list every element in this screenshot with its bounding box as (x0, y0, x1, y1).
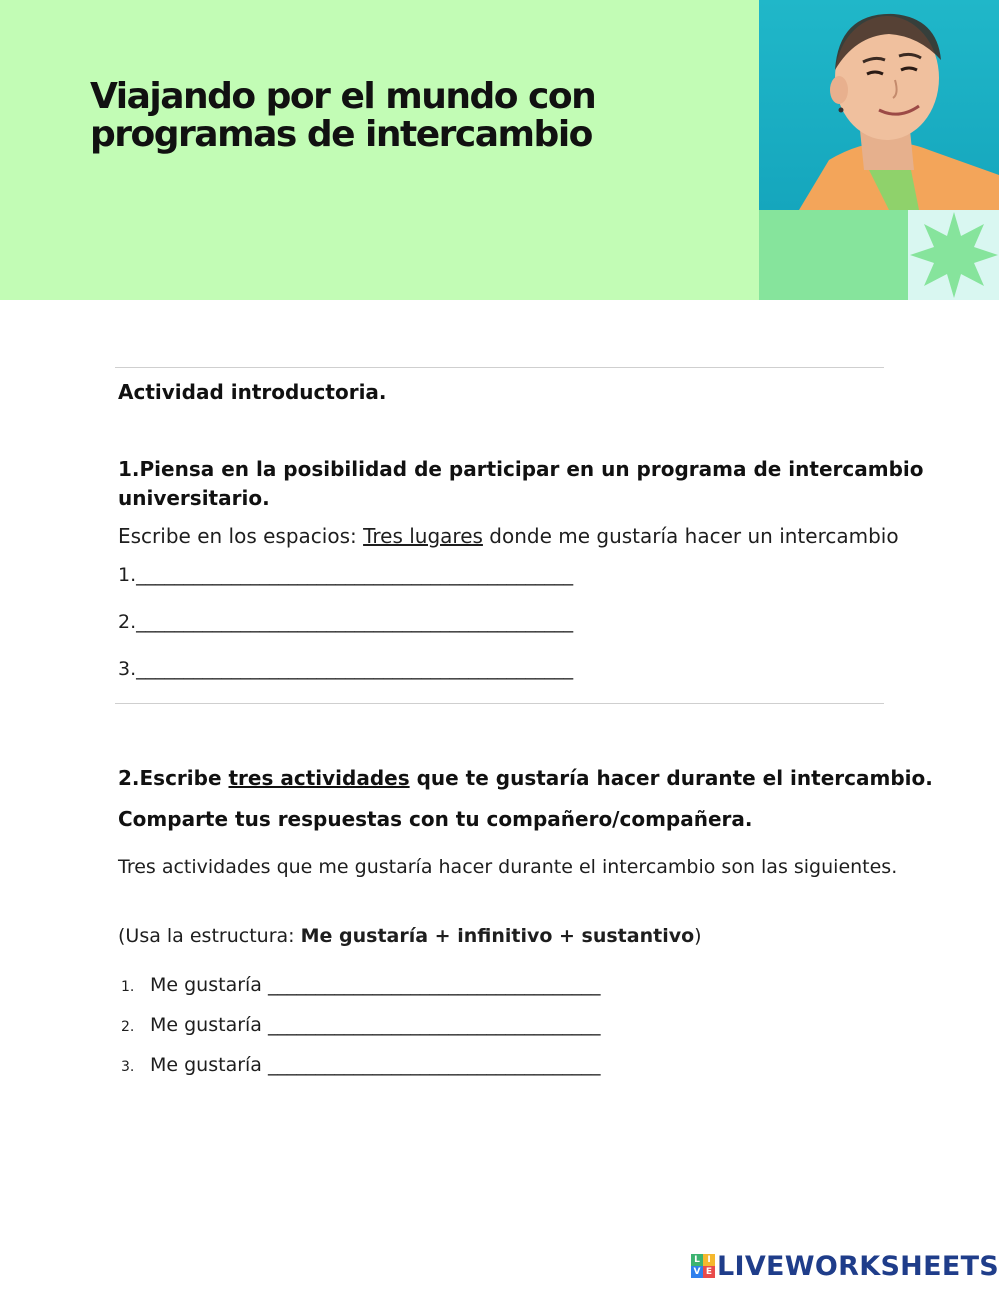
logo-text: LIVEWORKSHEETS (717, 1250, 999, 1282)
q2-prefix: 2.Escribe (118, 766, 229, 790)
intro-heading: Actividad introductoria. (118, 380, 387, 404)
question-2-line-2: Comparte tus respuestas con tu compañero/compañera. (118, 807, 753, 831)
item-number-3: 3. (121, 1059, 135, 1075)
liveworksheets-logo[interactable] (691, 1249, 999, 1283)
structure-prefix: (Usa la estructura: (118, 925, 301, 947)
question-2-line-1 (118, 764, 933, 793)
blank-line-3[interactable]: 3.______________________________________________ (118, 658, 574, 680)
logo-mark-e: E (703, 1266, 715, 1278)
structure-hint (118, 925, 702, 947)
instruction-underlined: Tres lugares (363, 524, 483, 548)
title-line-2: programas de intercambio (90, 114, 592, 155)
student-photo (759, 0, 999, 210)
answer-line-3[interactable]: Me gustaría ___________________________________ (150, 1054, 601, 1076)
star-icon (908, 210, 999, 300)
logo-mark-icon (691, 1254, 715, 1278)
logo-mark-v: V (691, 1266, 703, 1278)
structure-suffix: ) (694, 925, 702, 947)
page-title (90, 78, 595, 154)
portrait-illustration (759, 0, 999, 210)
logo-mark-i: I (703, 1254, 715, 1266)
structure-bold: Me gustaría + infinitivo + sustantivo (300, 925, 695, 947)
instruction-1 (118, 524, 899, 548)
q2-underlined: tres actividades (228, 766, 410, 790)
divider-middle (115, 703, 884, 704)
blank-line-1[interactable]: 1.______________________________________________ (118, 564, 574, 586)
star-tile (908, 210, 999, 300)
logo-mark-l: L (691, 1254, 703, 1266)
question-1-line-1: 1.Piensa en la posibilidad de participar en un programa de intercambio (118, 457, 924, 481)
question-1-line-2: universitario. (118, 486, 270, 510)
item-number-1: 1. (121, 979, 135, 995)
instruction-suffix: donde me gustaría hacer un intercambio (482, 524, 899, 548)
green-tile (759, 210, 908, 300)
statement: Tres actividades que me gustaría hacer durante el intercambio son las siguientes. (118, 856, 898, 878)
item-number-2: 2. (121, 1019, 135, 1035)
divider-top (115, 367, 884, 368)
instruction-prefix: Escribe en los espacios: (118, 524, 364, 548)
title-line-1: Viajando por el mundo con (90, 76, 596, 117)
blank-line-2[interactable]: 2.______________________________________________ (118, 611, 574, 633)
q2-suffix: que te gustaría hacer durante el intercambio. (409, 766, 933, 790)
answer-line-2[interactable]: Me gustaría ___________________________________ (150, 1014, 601, 1036)
answer-line-1[interactable]: Me gustaría ___________________________________ (150, 974, 601, 996)
